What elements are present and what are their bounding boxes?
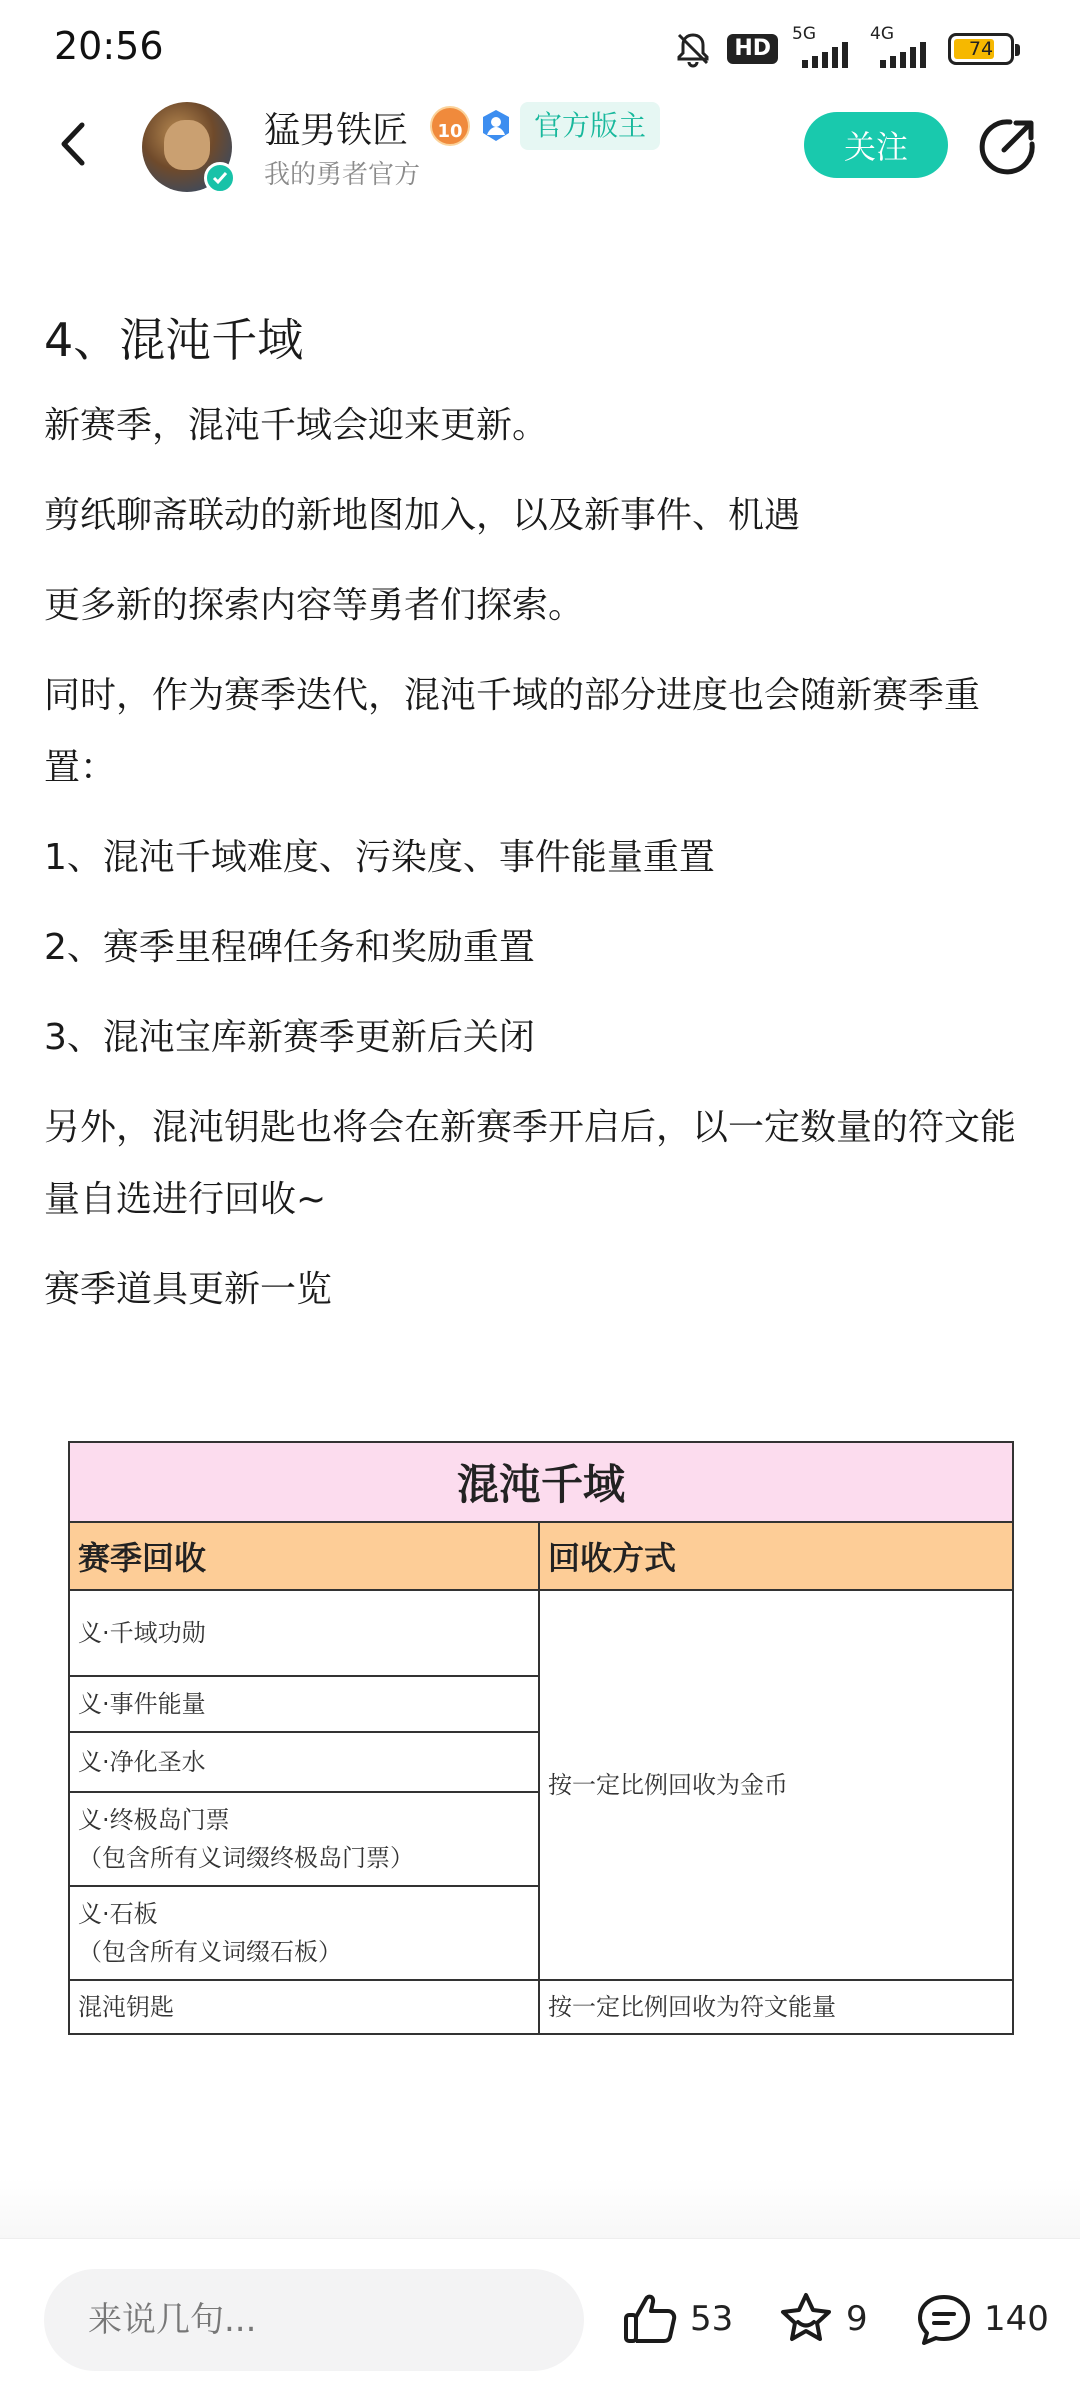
bottom-action-bar <box>0 2238 1080 2400</box>
table-header: 回收方式 <box>539 1522 1013 1590</box>
table-caption: 混沌千域 <box>69 1442 1013 1522</box>
status-time: 20:56 <box>54 24 164 68</box>
hd-icon <box>727 28 778 70</box>
comment-bubble-icon <box>914 2289 974 2349</box>
table-cell-method: 按一定比例回收为符文能量 <box>539 1980 1013 2034</box>
signal-5g-icon <box>792 24 856 70</box>
user-name[interactable]: 猛男铁匠 <box>264 110 409 151</box>
article-body <box>44 300 1044 1344</box>
table-row <box>69 1980 1013 2034</box>
table-cell-item: 义·千域功勋 <box>69 1590 539 1676</box>
paragraph: 1、混沌千域难度、污染度、事件能量重置 <box>44 837 715 878</box>
bottom-fade <box>0 2178 1080 2238</box>
paragraph: 同时，作为赛季迭代，混沌千域的部分进度也会随新赛季重置： <box>44 675 981 788</box>
official-moderator-tag: 官方版主 <box>520 102 660 150</box>
comment-input[interactable]: 来说几句... <box>44 2269 584 2371</box>
battery-icon <box>948 33 1014 65</box>
section-title: 4、混沌千域 <box>44 313 304 367</box>
post-header <box>0 96 1080 200</box>
official-badge-icon <box>478 108 514 144</box>
like-count: 53 <box>690 2299 734 2339</box>
table-row <box>69 1590 1013 1676</box>
table-cell-item <box>69 1792 539 1886</box>
paragraph: 新赛季，混沌千域会迎来更新。 <box>44 405 549 446</box>
verified-icon <box>204 162 236 194</box>
net-4g-label: 4G <box>870 24 894 44</box>
back-button[interactable] <box>44 114 104 174</box>
star-icon <box>776 2289 836 2349</box>
paragraph: 赛季道具更新一览 <box>44 1269 333 1310</box>
recycle-table-image[interactable] <box>68 1441 1014 2035</box>
like-button[interactable] <box>620 2277 733 2361</box>
comments-button[interactable] <box>914 2277 1049 2361</box>
table-cell-item: 混沌钥匙 <box>69 1980 539 2034</box>
net-5g-label: 5G <box>792 24 816 44</box>
chevron-left-icon <box>54 119 94 169</box>
table-cell-item: 义·事件能量 <box>69 1676 539 1732</box>
paragraph: 2、赛季里程碑任务和奖励重置 <box>44 927 535 968</box>
avatar[interactable] <box>142 102 232 192</box>
mute-bell-icon <box>673 28 713 70</box>
follow-button[interactable]: 关注 <box>804 112 948 178</box>
comment-count: 140 <box>984 2299 1049 2339</box>
level-badge-icon <box>430 106 470 146</box>
hd-label: HD <box>727 34 778 64</box>
paragraph: 3、混沌宝库新赛季更新后关闭 <box>44 1017 535 1058</box>
item-name: 义·终极岛门票 <box>78 1806 230 1834</box>
level-value: 10 <box>437 121 463 142</box>
user-subtitle: 我的勇者官方 <box>264 160 421 190</box>
thumbs-up-icon <box>620 2289 680 2349</box>
paragraph: 剪纸聊斋联动的新地图加入，以及新事件、机遇 <box>44 495 801 536</box>
share-button[interactable] <box>976 116 1038 178</box>
status-icons <box>673 24 1014 70</box>
table-cell-item <box>69 1886 539 1980</box>
paragraph: 更多新的探索内容等勇者们探索。 <box>44 585 585 626</box>
item-name: 义·石板 <box>78 1900 158 1928</box>
table-cell-item: 义·净化圣水 <box>69 1732 539 1792</box>
paragraph: 另外，混沌钥匙也将会在新赛季开启后，以一定数量的符文能量自选进行回收~ <box>44 1107 1017 1220</box>
favorite-count: 9 <box>846 2299 868 2339</box>
table-cell-method: 按一定比例回收为金币 <box>539 1590 1013 1980</box>
signal-4g-icon <box>870 24 934 70</box>
battery-level: 74 <box>968 38 994 60</box>
favorite-button[interactable] <box>776 2277 868 2361</box>
status-bar <box>0 0 1080 96</box>
share-icon <box>976 116 1038 178</box>
item-note: （包含所有义词缀终极岛门票） <box>78 1844 414 1872</box>
item-note: （包含所有义词缀石板） <box>78 1938 342 1966</box>
table-header: 赛季回收 <box>69 1522 539 1590</box>
